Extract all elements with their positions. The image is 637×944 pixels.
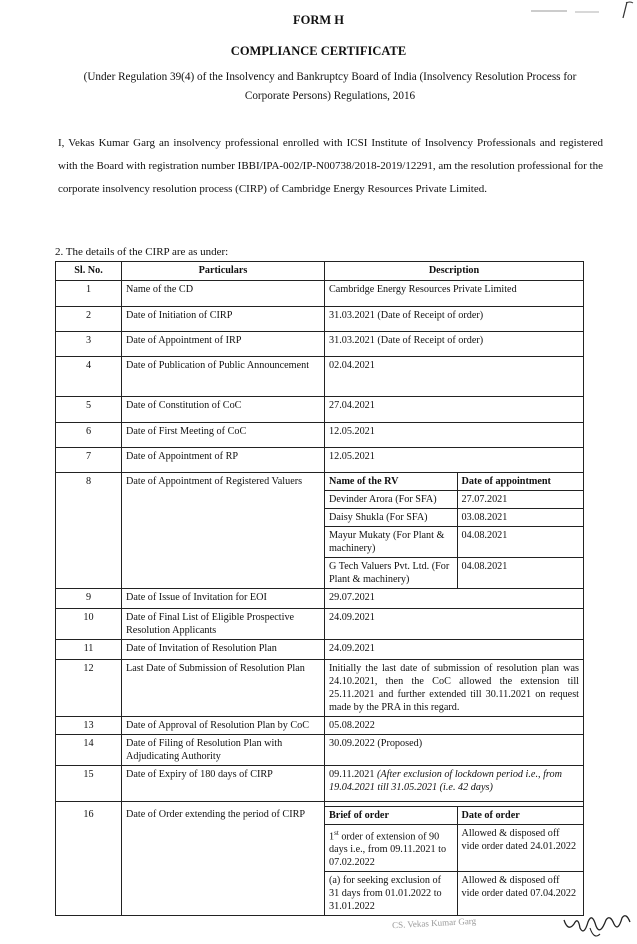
row-sl: 7 [56, 448, 122, 473]
row-sl: 2 [56, 307, 122, 332]
row-particular: Date of Order extending the period of CIRP [122, 802, 325, 916]
declaration-paragraph: I, Vekas Kumar Garg an insolvency professional enrolled with ICSI Institute of Insolvency Professionals and registered with the Board with registration number IBBI/IPA-002/IP-N00738/2018-2019/12291, am the resolution professional for the corporate insolvency resolution process (CIRP) of Cambridge Energy Resources Private Limited. [58, 137, 603, 195]
orders-table [325, 806, 583, 915]
row-description: 31.03.2021 (Date of Receipt of order) [325, 332, 584, 357]
valuer-date: 03.08.2021 [457, 509, 583, 527]
row-description: 24.09.2021 [325, 609, 584, 640]
form-title: FORM H [292, 13, 345, 27]
expiry-note: (After exclusion of lockdown period i.e., from 19.04.2021 till 31.05.2021 (i.e. 42 days) [329, 769, 562, 793]
table-row [56, 307, 584, 332]
row-particular: Date of Invitation of Resolution Plan [122, 640, 325, 660]
table-row [56, 735, 584, 766]
valuer-date-header: Date of appointment [457, 473, 583, 491]
cirp-details-table [55, 261, 584, 916]
valuers-table [325, 473, 583, 588]
row-particular: Last Date of Submission of Resolution Plan [122, 660, 325, 717]
valuer-row [325, 509, 583, 527]
row-particular: Date of Appointment of RP [122, 448, 325, 473]
row-sl: 4 [56, 357, 122, 397]
row-description: 27.04.2021 [325, 397, 584, 423]
valuer-date: 27.07.2021 [457, 491, 583, 509]
row-sl: 10 [56, 609, 122, 640]
valuer-name: G Tech Valuers Pvt. Ltd. (For Plant & machinery) [325, 558, 457, 589]
row-sl: 11 [56, 640, 122, 660]
regulation-subtitle: (Under Regulation 39(4) of the Insolvency and Bankruptcy Board of India (Insolvency Resolution Process for Corporate Persons) Regulations, 2016 [83, 71, 577, 102]
table-row [56, 640, 584, 660]
table-row [56, 609, 584, 640]
row-sl: 9 [56, 589, 122, 609]
row-particular: Date of Issue of Invitation for EOI [122, 589, 325, 609]
table-row [56, 332, 584, 357]
orders-header-row [325, 807, 583, 825]
valuers-header-row [325, 473, 583, 491]
order-row [325, 872, 583, 916]
row-particular: Name of the CD [122, 281, 325, 307]
row-description: 05.08.2022 [325, 717, 584, 735]
order-brief: (a) for seeking exclusion of 31 days from 01.01.2022 to 31.01.2022 [325, 872, 457, 916]
table-row [56, 281, 584, 307]
order-brief-header: Brief of order [325, 807, 457, 825]
table-row [56, 660, 584, 717]
table-header-row [56, 262, 584, 281]
valuer-row [325, 527, 583, 558]
table-row [56, 766, 584, 802]
valuer-date: 04.08.2021 [457, 558, 583, 589]
handwritten-signature [560, 906, 635, 942]
valuer-date: 04.08.2021 [457, 527, 583, 558]
section-intro: 2. The details of the CIRP are as under: [55, 246, 229, 258]
table-row [56, 357, 584, 397]
certificate-heading: COMPLIANCE CERTIFICATE [230, 44, 407, 58]
row-sl: 12 [56, 660, 122, 717]
valuer-name-header: Name of the RV [325, 473, 457, 491]
valuer-name: Mayur Mukaty (For Plant & machinery) [325, 527, 457, 558]
valuers-cell [325, 473, 584, 589]
table-row-valuers [56, 473, 584, 589]
header-description: Description [325, 262, 584, 281]
header-sl-no: Sl. No. [56, 262, 122, 281]
valuer-row [325, 491, 583, 509]
row-particular: Date of Appointment of IRP [122, 332, 325, 357]
row-sl: 15 [56, 766, 122, 802]
row-particular: Date of Initiation of CIRP [122, 307, 325, 332]
row-particular: Date of Appointment of Registered Valuers [122, 473, 325, 589]
row-particular: Date of Publication of Public Announcement [122, 357, 325, 397]
row-sl: 6 [56, 423, 122, 448]
valuer-row [325, 558, 583, 589]
row-particular: Date of Final List of Eligible Prospective Resolution Applicants [122, 609, 325, 640]
row-description: 12.05.2021 [325, 423, 584, 448]
order-brief-text: order of extension of 90 days i.e., from 09.11.2021 to 07.02.2022 [329, 831, 447, 869]
row-description: 12.05.2021 [325, 448, 584, 473]
expiry-date: 09.11.2021 [329, 769, 378, 780]
professional-stamp: CS. Vekas Kumar Garg [391, 915, 477, 931]
table-row [56, 717, 584, 735]
orders-cell [325, 802, 584, 916]
row-particular: Date of Filing of Resolution Plan with Adjudicating Authority [122, 735, 325, 766]
row-description: Initially the last date of submission of resolution plan was 24.10.2021, then the CoC allowed the extension till 25.11.2021 and further extended till 30.11.2021 on request made by the PRA in this regard. [325, 660, 584, 717]
row-description: 29.07.2021 [325, 589, 584, 609]
row-description: 30.09.2022 (Proposed) [325, 735, 584, 766]
row-sl: 16 [56, 802, 122, 916]
row-particular: Date of First Meeting of CoC [122, 423, 325, 448]
row-particular: Date of Expiry of 180 days of CIRP [122, 766, 325, 802]
row-sl: 13 [56, 717, 122, 735]
row-description: 24.09.2021 [325, 640, 584, 660]
row-sl: 5 [56, 397, 122, 423]
row-description: 02.04.2021 [325, 357, 584, 397]
table-row-extensions [56, 802, 584, 916]
table-row [56, 423, 584, 448]
order-date: Allowed & disposed off vide order dated 24.01.2022 [457, 825, 583, 872]
row-sl: 3 [56, 332, 122, 357]
order-date: Allowed & disposed off vide order dated 07.04.2022 [457, 872, 583, 916]
table-row [56, 448, 584, 473]
valuer-name: Devinder Arora (For SFA) [325, 491, 457, 509]
row-description: 31.03.2021 (Date of Receipt of order) [325, 307, 584, 332]
row-description [325, 766, 584, 802]
table-row [56, 589, 584, 609]
header-particulars: Particulars [122, 262, 325, 281]
row-sl: 14 [56, 735, 122, 766]
row-description: Cambridge Energy Resources Private Limited [325, 281, 584, 307]
row-sl: 8 [56, 473, 122, 589]
valuer-name: Daisy Shukla (For SFA) [325, 509, 457, 527]
order-date-header: Date of order [457, 807, 583, 825]
order-row [325, 825, 583, 872]
row-particular: Date of Constitution of CoC [122, 397, 325, 423]
row-particular: Date of Approval of Resolution Plan by CoC [122, 717, 325, 735]
order-brief: 1st order of extension of 90 days i.e., from 09.11.2021 to 07.02.2022 [325, 825, 457, 872]
row-sl: 1 [56, 281, 122, 307]
table-row [56, 397, 584, 423]
